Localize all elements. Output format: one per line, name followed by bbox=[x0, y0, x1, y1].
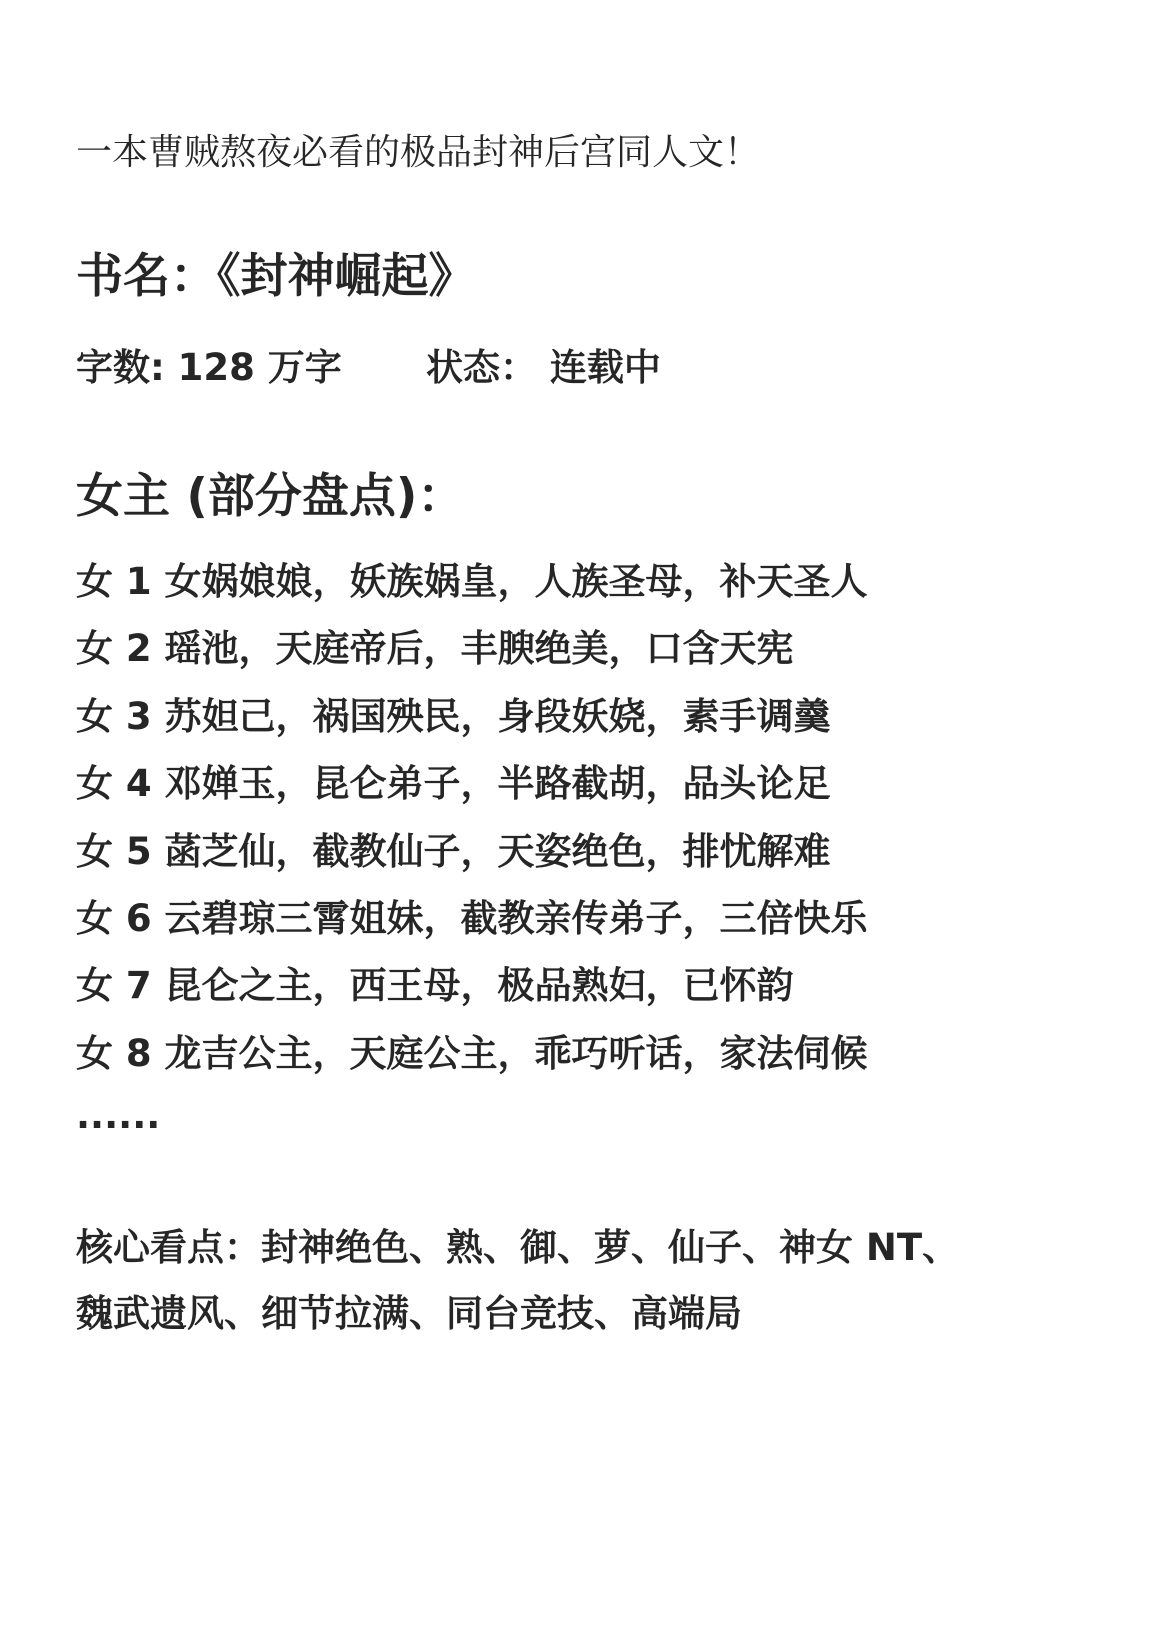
list-item: 女 8 龙吉公主，天庭公主，乖巧听话，家法伺候 bbox=[76, 1031, 868, 1075]
list-ellipsis: ...... bbox=[76, 1094, 161, 1137]
word-count: 字数: 128 万字 bbox=[76, 346, 342, 389]
highlights-line: 魏武遗风、细节拉满、同台竞技、高端局 bbox=[76, 1292, 742, 1335]
core-highlights bbox=[76, 1215, 1076, 1347]
heroine-list bbox=[76, 548, 868, 1087]
list-item: 女 2 瑶池，天庭帝后，丰腴绝美，口含天宪 bbox=[76, 627, 794, 671]
list-item: 女 1 女娲娘娘，妖族娲皇，人族圣母，补天圣人 bbox=[76, 560, 868, 603]
list-item: 女 3 苏妲己，祸国殃民，身段妖娆，素手调羹 bbox=[76, 694, 831, 738]
list-item: 女 4 邓婵玉，昆仑弟子，半路截胡，品头论足 bbox=[76, 762, 831, 806]
intro-text: 一本曹贼熬夜必看的极品封神后宫同人文！ bbox=[76, 132, 761, 173]
list-item: 女 6 云碧琼三霄姐妹，截教亲传弟子，三倍快乐 bbox=[76, 897, 868, 941]
book-meta bbox=[76, 342, 661, 394]
heroines-section-title: 女主 (部分盘点)： bbox=[76, 469, 465, 524]
book-title: 书名：《封神崛起》 bbox=[76, 249, 476, 304]
list-item: 女 5 菡芝仙，截教仙子，天姿绝色，排忧解难 bbox=[76, 829, 831, 873]
list-item: 女 7 昆仑之主，西王母，极品熟妇，已怀韵 bbox=[76, 964, 794, 1008]
highlights-line: 核心看点：封神绝色、熟、御、萝、仙子、神女 NT、 bbox=[76, 1226, 960, 1269]
serial-status: 状态： 连载中 bbox=[426, 346, 661, 389]
